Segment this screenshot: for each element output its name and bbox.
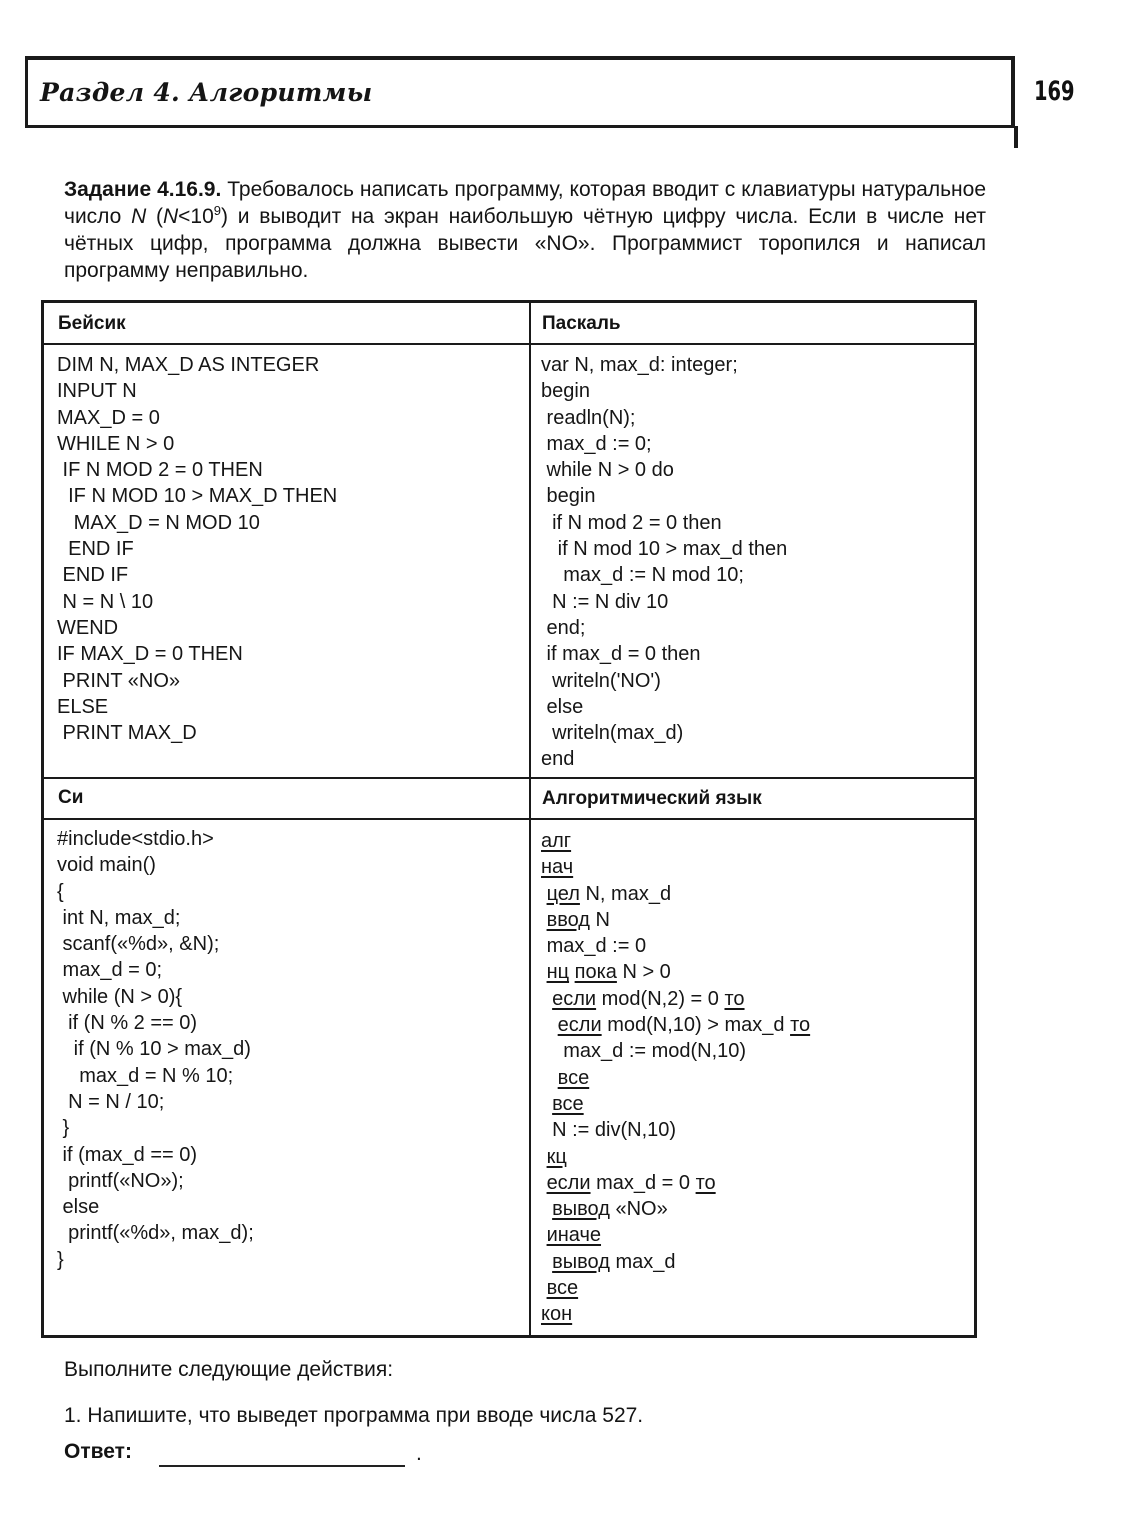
task-text-1: Требовалось написать программу, которая вводит с клавиатуры натуральное число [64,178,987,228]
c-code [57,826,254,1273]
algo-text: «NO» [609,1198,668,1221]
c-code-line: max_d = 0; [57,959,163,982]
pascal-code-line: if max_d = 0 then [541,643,701,666]
algo-text: N [589,908,610,931]
algo-kw-vyvod: вывод [552,1198,610,1221]
algo-text: N, max_d [579,882,672,905]
basic-code-line: WEND [57,616,119,639]
answer-label: Ответ: [64,1440,132,1463]
c-code-line: #include<stdio.h> [57,828,214,850]
pascal-code-line: readln(N); [541,406,636,429]
c-code-line: scanf(«%d», &N); [57,933,220,956]
algo-kw-vse: все [552,1092,584,1115]
answer-row [64,1440,422,1465]
algo-kw-esli: если [557,1014,602,1037]
pascal-code [541,352,787,773]
algo-kw-esli: если [546,1171,591,1194]
pascal-code-line: begin [541,485,596,508]
page-number: 169 [1034,76,1075,107]
cond-exp: 9 [213,203,222,218]
algo-kw-vvod: ввод [546,908,590,931]
c-code-line: } [57,1117,70,1140]
algo-kw-nc: нц [546,961,570,984]
algo-kw-inache: иначе [546,1224,602,1247]
algo-kw-vse: все [557,1066,590,1089]
cond-rel: <10 [178,205,214,228]
basic-code-line: IF MAX_D = 0 THEN [57,643,243,666]
pascal-header: Паскаль [542,313,621,334]
algo-kw-kc: кц [546,1145,567,1168]
basic-code-line: INPUT N [57,380,137,403]
c-code-line: } [57,1248,64,1271]
basic-code-line: DIM N, MAX_D AS INTEGER [57,354,320,376]
basic-code-line: IF N MOD 2 = 0 THEN [57,459,263,482]
pascal-code-line: var N, max_d: integer; [541,354,738,376]
c-header: Си [58,787,84,808]
instructions: Выполните следующие действия: [64,1358,394,1381]
row-divider [44,777,974,779]
basic-code-line: PRINT MAX_D [57,722,197,745]
task-text-2: ) и выводит на экран наибольшую чётную цифру числа. Если в числе нет чётных цифр, программа должна вывести «NO». Программист торопился и написал программу неправильно. [64,205,987,282]
row-divider [44,343,974,345]
algo-text: N := div(N,10) [552,1119,677,1142]
basic-code-line: IF N MOD 10 > MAX_D THEN [57,485,338,508]
pascal-code-line: writeln('NO') [541,669,661,692]
algo-kw-vyvod: вывод [552,1250,610,1273]
section-header [25,56,1015,128]
basic-code-line: PRINT «NO» [57,669,180,692]
answer-dot: . [416,1442,422,1465]
c-code-line: max_d = N % 10; [57,1064,234,1087]
algo-kw-alg: алг [541,830,572,852]
row-divider [44,818,974,820]
c-code-line: if (max_d == 0) [57,1143,198,1166]
c-code-line: { [57,880,64,903]
algo-text: max_d := mod(N,10) [563,1040,747,1063]
algo-kw-to: то [695,1171,716,1194]
task-label: Задание 4.16.9. [64,178,222,201]
algo-text: mod(N,2) = 0 [596,987,725,1010]
c-code-line: int N, max_d; [57,906,181,929]
c-code-line: printf(«NO»); [57,1169,184,1192]
algo-kw-to: то [790,1014,811,1037]
basic-code-line: ELSE [57,695,109,718]
algo-code [541,828,810,1328]
algo-header: Алгоритмический язык [542,788,762,809]
basic-code-line: END IF [57,538,134,561]
algo-text: mod(N,10) > max_d [601,1014,791,1037]
header-divider [1014,126,1018,148]
algo-text: N > 0 [616,961,671,984]
c-code-line: printf(«%d», max_d); [57,1222,254,1245]
algo-kw-cel: цел [546,882,580,905]
cond-var: N [163,205,179,228]
algo-kw-esli: если [552,987,597,1010]
pascal-code-line: end; [541,616,586,639]
pascal-code-line: N := N div 10 [541,590,669,613]
basic-code [57,352,337,746]
c-code-line: while (N > 0){ [57,985,183,1008]
algo-kw-vse: все [546,1277,579,1300]
basic-code-line: WHILE N > 0 [57,432,175,455]
algo-text: max_d [609,1250,676,1273]
algo-kw-nach: нач [541,856,574,879]
basic-code-line: END IF [57,564,129,587]
algo-kw-to: то [724,987,745,1010]
section-title: Раздел 4. Алгоритмы [40,78,373,107]
pascal-code-line: max_d := N mod 10; [541,564,744,587]
answer-field[interactable] [159,1465,405,1467]
pascal-code-line: max_d := 0; [541,432,652,455]
pascal-code-line: else [541,695,584,718]
pascal-code-line: if N mod 2 = 0 then [541,511,722,534]
paren-open: ( [146,205,163,228]
basic-code-line: MAX_D = 0 [57,406,160,429]
c-code-line: void main() [57,854,156,877]
pascal-code-line: end [541,748,575,771]
pascal-code-line: writeln(max_d) [541,722,684,745]
pascal-code-line: begin [541,380,590,403]
basic-header: Бейсик [58,313,126,334]
algo-text: max_d := 0 [546,935,647,958]
task-statement [64,176,986,284]
question-1: 1. Напишите, что выведет программа при вводе числа 527. [64,1404,644,1427]
algo-kw-kon: кон [541,1303,573,1326]
c-code-line: N = N / 10; [57,1090,165,1113]
basic-code-line: MAX_D = N MOD 10 [57,511,260,534]
pascal-code-line: if N mod 10 > max_d then [541,538,788,561]
c-code-line: if (N % 10 > max_d) [57,1038,251,1061]
algo-kw-poka: пока [574,961,617,984]
c-code-line: if (N % 2 == 0) [57,1012,198,1035]
c-code-line: else [57,1196,100,1219]
algo-text: max_d = 0 [590,1171,696,1194]
pascal-code-line: while N > 0 do [541,459,674,482]
var-n: N [131,205,147,228]
basic-code-line: N = N \ 10 [57,590,154,613]
program-table [41,300,977,1338]
